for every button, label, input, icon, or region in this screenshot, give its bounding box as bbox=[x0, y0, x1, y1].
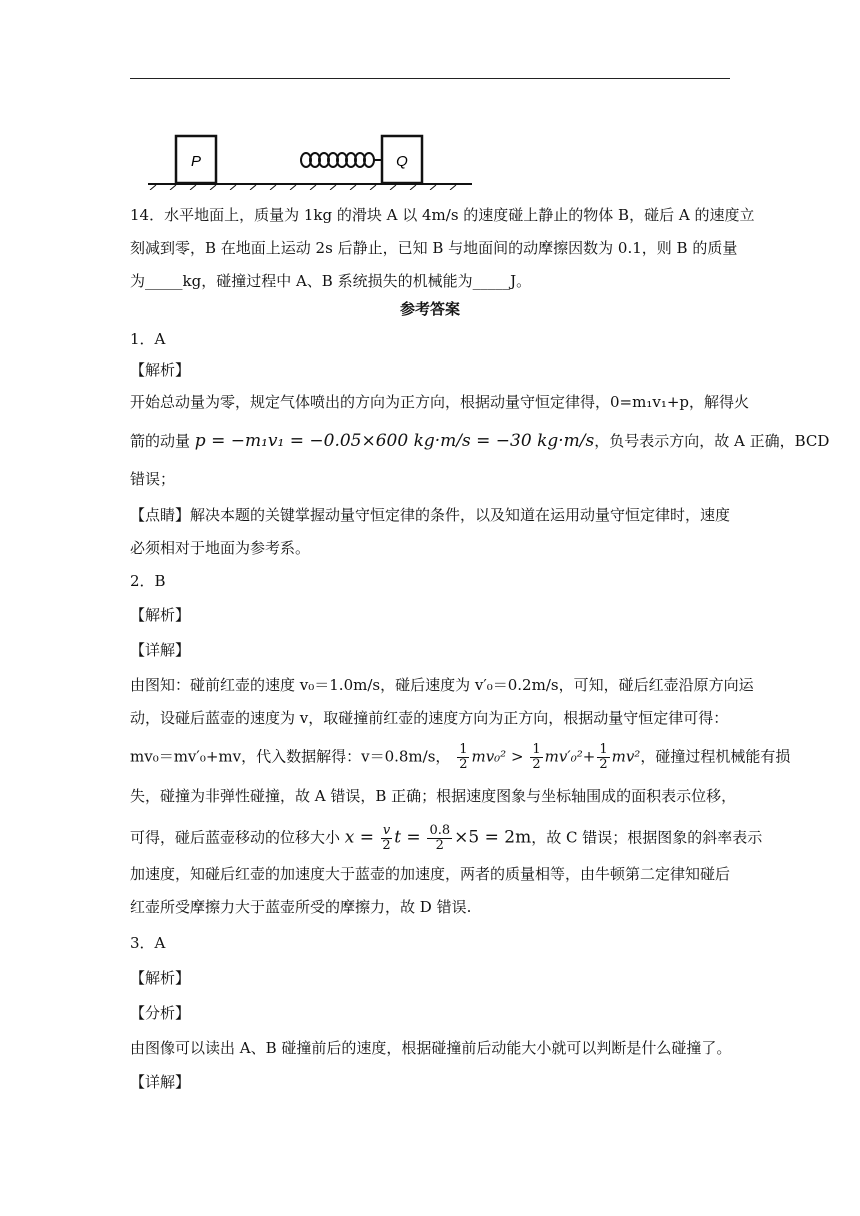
a3-tag-jiexi: 【解析】 bbox=[130, 969, 191, 987]
ke-red-after: mv′₀² bbox=[544, 747, 583, 766]
a2-line-7: 红壶所受摩擦力大于蓝壶所受的摩擦力，故 D 错误. bbox=[130, 898, 472, 916]
a2-number: 2．B bbox=[130, 572, 166, 590]
ke-before: mv₀² bbox=[471, 747, 507, 766]
half-fraction: $\frac{1}{2}$ bbox=[599, 742, 608, 772]
a2-line-3-pre: mv₀＝mv′₀+mv，代入数据解得：v＝0.8m/s， bbox=[130, 747, 451, 766]
a1-line-2-post: ，负号表示方向，故 A 正确，BCD bbox=[594, 432, 830, 450]
a2-line-4: 失，碰撞为非弹性碰撞，故 A 错误，B 正确；根据速度图象与坐标轴围成的面积表示位移， bbox=[130, 787, 737, 805]
block-p-label: P bbox=[190, 153, 202, 170]
block-q-label: Q bbox=[396, 153, 408, 170]
a1-line-1: 开始总动量为零，规定气体喷出的方向为正方向，根据动量守恒定律得，0=m₁v₁+p，解得火 bbox=[130, 393, 750, 411]
q14-line-3: 为_____kg，碰撞过程中 A、B 系统损失的机械能为_____J。 bbox=[130, 272, 532, 290]
half-fraction: $\frac{1}{2}$ bbox=[459, 742, 468, 772]
displacement-result: ×5 = 2m bbox=[454, 827, 532, 848]
q14-line-2: 刻减到零，B 在地面上运动 2s 后静止，已知 B 与地面间的动摩擦因数为 0.1，则 B 的质量 bbox=[130, 239, 738, 257]
a2-line-5-post: ，故 C 错误；根据图象的斜率表示 bbox=[531, 828, 763, 847]
spring-coil bbox=[301, 153, 382, 167]
a1-dianjing: 【点睛】解决本题的关键掌握动量守恒定律的条件，以及知道在运用动量守恒定律时，速度 bbox=[130, 506, 731, 524]
a3-tag-fenxi: 【分析】 bbox=[130, 1004, 191, 1022]
a1-momentum-formula: p = −m₁v₁ = −0.05×600 kg·m/s = −30 kg·m/s bbox=[194, 431, 595, 451]
v-over-2-fraction: $\frac{v}{2}$ bbox=[382, 823, 391, 853]
a1-line-5: 必须相对于地面为参考系。 bbox=[130, 539, 311, 557]
a2-tag-jiexi: 【解析】 bbox=[130, 606, 191, 624]
a2-line-6: 加速度，知碰后红壶的加速度大于蓝壶的加速度，两者的质量相等，由牛顿第二定律知碰后 bbox=[130, 865, 731, 883]
gt-sign: > bbox=[506, 747, 529, 766]
a3-line-1: 由图像可以读出 A、B 碰撞前后的速度，根据碰撞前后动能大小就可以判断是什么碰撞了。 bbox=[130, 1039, 732, 1057]
a1-line-2-pre: 箭的动量 bbox=[130, 432, 191, 450]
q14-line-1: 14．水平地面上，质量为 1kg 的滑块 A 以 4m/s 的速度碰上静止的物体 B，碰后 A 的速度立 bbox=[130, 206, 755, 224]
plus-sign: + bbox=[582, 747, 596, 766]
ground-hatch bbox=[150, 185, 456, 190]
a2-tag-xiangjie: 【详解】 bbox=[130, 641, 191, 659]
header-rule bbox=[130, 78, 730, 79]
a1-tag-jiexi: 【解析】 bbox=[130, 361, 191, 379]
a2-line-5 bbox=[130, 823, 763, 853]
a2-line-2: 动，设碰后蓝壶的速度为 v，取碰撞前红壶的速度方向为正方向，根据动量守恒定律可得： bbox=[130, 709, 729, 727]
a2-line-5-pre: 可得，碰后蓝壶移动的位移大小 bbox=[130, 828, 341, 847]
x-eq: x = bbox=[344, 827, 375, 848]
a3-number: 3．A bbox=[130, 934, 166, 952]
a1-line-3: 错误； bbox=[130, 470, 176, 488]
a2-line-3 bbox=[130, 742, 791, 772]
a1-line-2 bbox=[130, 430, 830, 452]
answers-title: 参考答案 bbox=[399, 300, 460, 318]
ke-blue-after: mv² bbox=[611, 747, 641, 766]
a2-line-3-post: ，碰撞过程机械能有损 bbox=[640, 747, 791, 766]
point-eight-over-2-fraction: $\frac{0.8}{2}$ bbox=[429, 823, 451, 853]
half-fraction: $\frac{1}{2}$ bbox=[532, 742, 541, 772]
t-eq: t = bbox=[394, 827, 421, 848]
a2-line-1: 由图知：碰前红壶的速度 v₀＝1.0m/s，碰后速度为 v′₀＝0.2m/s，可知，碰后红壶沿原方向运 bbox=[130, 676, 754, 694]
spring-blocks-figure bbox=[120, 128, 480, 190]
a3-tag-xiangjie: 【详解】 bbox=[130, 1073, 191, 1091]
a1-number: 1．A bbox=[130, 330, 166, 348]
